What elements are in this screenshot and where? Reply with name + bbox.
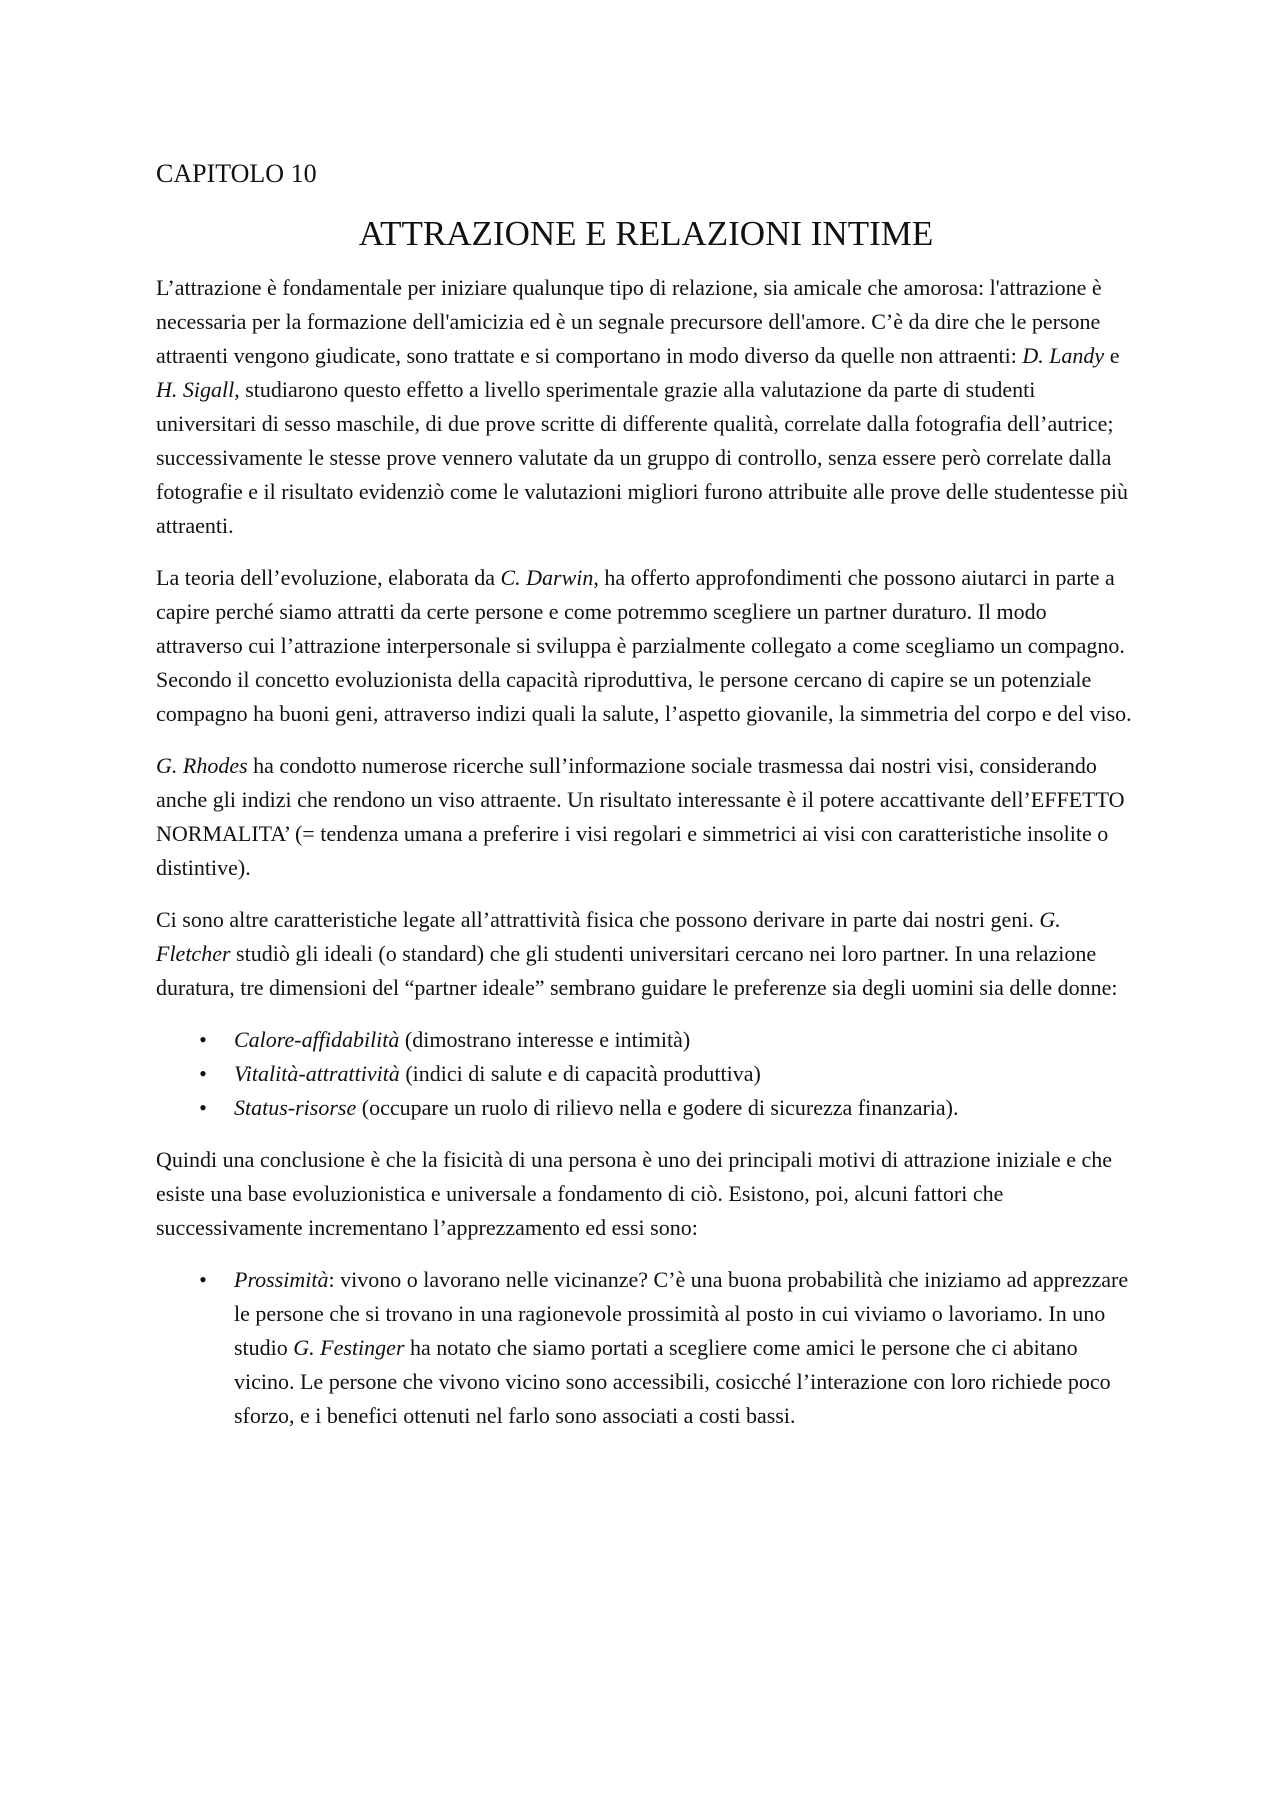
paragraph-evolution-theory bbox=[156, 561, 1136, 731]
list-item bbox=[156, 1091, 1136, 1125]
list-description: ha notato che siamo portati a scegliere come amici le persone che ci abitano vicino. Le persone che vivono vicino sono accessibili, cosicché l’interazione con loro richiede poco sforzo, e i benefici ottenuti nel farlo sono associati a costi bassi. bbox=[234, 1335, 1111, 1428]
paragraph-text: studiò gli ideali (o standard) che gli studenti universitari cercano nei loro partner. In una relazione duratura, tre dimensioni del “partner ideale” sembrano guidare le preferenze sia degli uomini sia delle donne: bbox=[156, 941, 1118, 1000]
attraction-factors-list bbox=[156, 1263, 1136, 1433]
bullet-icon: • bbox=[199, 1267, 207, 1292]
document-page bbox=[156, 158, 1136, 1451]
bullet-icon: • bbox=[199, 1027, 207, 1052]
list-term: Vitalità-attrattività bbox=[234, 1061, 400, 1086]
page-title: ATTRAZIONE E RELAZIONI INTIME bbox=[358, 214, 934, 253]
paragraph-text: e bbox=[1104, 343, 1120, 368]
chapter-heading: CAPITOLO 10 bbox=[156, 159, 317, 188]
list-description: (occupare un ruolo di rilievo nella e godere di sicurezza finanzaria). bbox=[356, 1095, 959, 1120]
author-name: G. Fletcher bbox=[156, 907, 1061, 966]
list-item bbox=[156, 1023, 1136, 1057]
ideal-partner-dimensions-list bbox=[156, 1023, 1136, 1125]
paragraph-text: , ha offerto approfondimenti che possono aiutarci in parte a capire perché siamo attratti da certe persone e come potremmo scegliere un partner duraturo. Il modo attraverso cui l’attrazione interpersonale si sviluppa è parzialmente collegato a come scegliamo un compagno. Secondo il concetto evoluzionista della capacità riproduttiva, le persone cercano di capire se un potenziale compagno ha buoni geni, attraverso indizi quali la salute, l’aspetto giovanile, la simmetria del corpo e del viso. bbox=[156, 565, 1132, 726]
paragraph-fletcher-study bbox=[156, 903, 1136, 1005]
list-item bbox=[156, 1263, 1136, 1433]
paragraph-conclusion: Quindi una conclusione è che la fisicità di una persona è uno dei principali motivi di attrazione iniziale e che esiste una base evoluzionistica e universale a fondamento di ciò. Esistono, poi, alcuni fattori che successivamente incrementano l’apprezzamento ed essi sono: bbox=[156, 1147, 1113, 1240]
bullet-icon: • bbox=[199, 1061, 207, 1086]
paragraph-rhodes-research bbox=[156, 749, 1136, 885]
list-description: (dimostrano interesse e intimità) bbox=[399, 1027, 691, 1052]
list-term: Status-risorse bbox=[234, 1095, 357, 1120]
paragraph-text: La teoria dell’evoluzione, elaborata da bbox=[156, 565, 501, 590]
paragraph-attraction-intro bbox=[156, 271, 1136, 543]
paragraph-text: L’attrazione è fondamentale per iniziare qualunque tipo di relazione, sia amicale che amorosa: l'attrazione è necessaria per la formazione dell'amicizia ed è un segnale precursore dell'amore. C’è da dire che le persone attraenti vengono giudicate, sono trattate e si comportano in modo diverso da quelle non attraenti: bbox=[156, 275, 1102, 368]
list-term: Prossimità bbox=[234, 1267, 329, 1292]
paragraph-text: ha condotto numerose ricerche sull’informazione sociale trasmessa dai nostri visi, considerando anche gli indizi che rendono un viso attraente. Un risultato interessante è il potere accattivante dell’EFFETTO NORMALITA’ (= tendenza umana a preferire i visi regolari e simmetrici ai visi con caratteristiche insolite o distintive). bbox=[156, 753, 1125, 880]
author-name: G. Rhodes bbox=[156, 753, 248, 778]
list-item bbox=[156, 1057, 1136, 1091]
author-name: G. Festinger bbox=[293, 1335, 405, 1360]
list-description: (indici di salute e di capacità produttiva) bbox=[399, 1061, 761, 1086]
author-name: D. Landy bbox=[1022, 343, 1105, 368]
author-name: H. Sigall bbox=[156, 377, 235, 402]
paragraph-text: , studiarono questo effetto a livello sperimentale grazie alla valutazione da parte di studenti universitari di sesso maschile, di due prove scritte di differente qualità, correlate dalla fotografia dell’autrice; successivamente le stesse prove vennero valutate da un gruppo di controllo, senza essere però correlate dalla fotografie e il risultato evidenziò come le valutazioni migliori furono attribuite alle prove delle studentesse più attraenti. bbox=[156, 377, 1128, 538]
author-name: C. Darwin bbox=[500, 565, 594, 590]
list-description: : vivono o lavorano nelle vicinanze? C’è una buona probabilità che iniziamo ad apprezzare le persone che si trovano in una ragionevole prossimità al posto in cui viviamo o lavoriamo. In uno studio bbox=[234, 1267, 1129, 1360]
bullet-icon: • bbox=[199, 1095, 207, 1120]
list-term: Calore-affidabilità bbox=[234, 1027, 400, 1052]
paragraph-text: Ci sono altre caratteristiche legate all’attrattività fisica che possono derivare in parte dai nostri geni. bbox=[156, 907, 1040, 932]
